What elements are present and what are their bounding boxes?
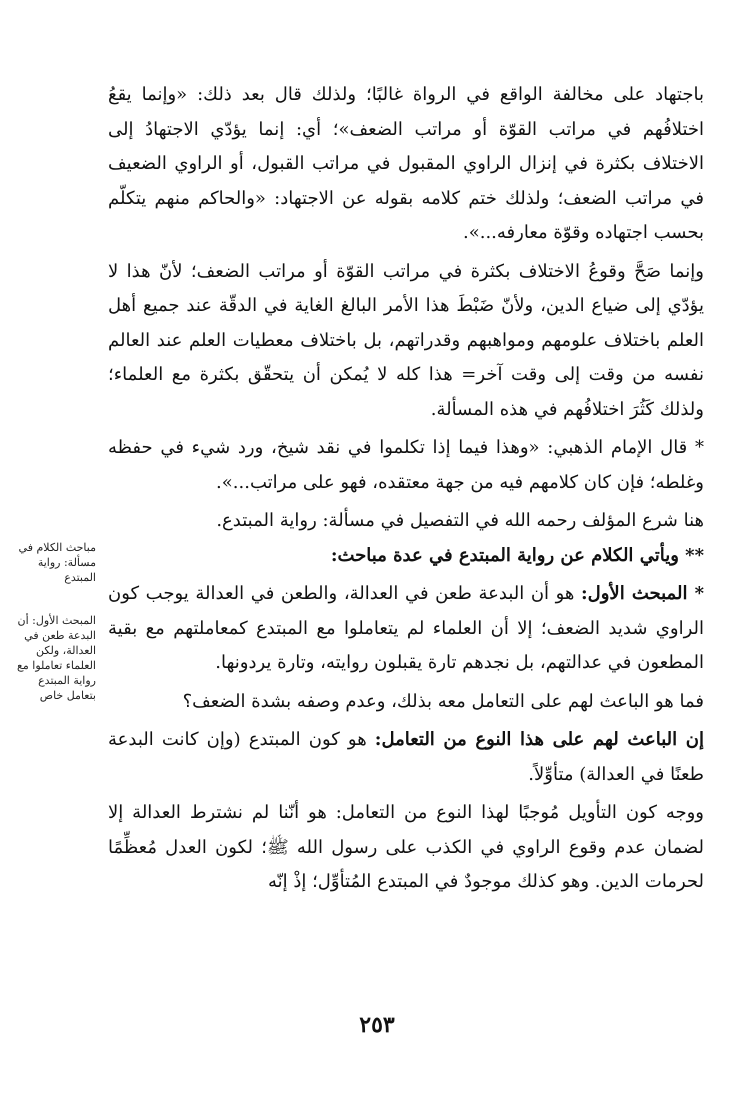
page-number: ٢٥٣: [359, 1012, 395, 1038]
paragraph-3-dhahabi-quote: * قال الإمام الذهبي: «وهذا فيما إذا تكلموا في نقد شيخ، ورد شيء في حفظه وغلطه؛ فإن كان كلامهم فيه من جهة معتقده، فهو على مراتب...».: [108, 437, 704, 493]
margin-notes: [10, 540, 96, 731]
paragraph-2: وإنما صَحَّ وقوعُ الاختلاف بكثرة في مراتب القوّة أو مراتب الضعف؛ لأنّ هذا لا يؤدّي إلى ضياع الدين، ولأنّ ضَبْطَ هذا الأمر البالغ الغاية في الدقّة عند جميع أهل العلم باختلاف علومهم ومواهبهم وقدراتهم، بل باختلاف معطيات العلم عند العالم نفسه من وقت إلى وقت آخر= هذا كله لا يُمكن أن يتحقّق بكثرة مع العلماء؛ ولذلك كَثُرَ اختلافُهم في هذه المسألة.: [108, 260, 704, 420]
paragraph-last: ووجه كون التأويل مُوجبًا لهذا النوع من التعامل: هو أنّنا لم نشترط العدالة إلا لضمان عدم وقوع الراوي في الكذب على رسول الله ﷺ؛ لكون العدل مُعظِّمًا لحرمات الدين. وهو كذلك موجودٌ في المبتدع المُتأوِّل؛ إذْ إنّه: [108, 802, 704, 892]
first-topic-label: * المبحث الأول:: [581, 583, 704, 604]
main-text-column: [108, 78, 704, 900]
paragraph-answer: [108, 723, 704, 792]
margin-note-2: المبحث الأول: أن البدعة طعن في العدالة، ولكن العلماء تعاملوا مع رواية المبتدع بتعامل خاص: [17, 614, 96, 702]
paragraph-1: باجتهاد على مخالفة الواقع في الرواة غالبًا؛ ولذلك قال بعد ذلك: «وإنما يقعُ اختلافُهم في مراتب القوّة أو مراتب الضعف»؛ أي: إنما يؤدّي الاجتهادُ إلى الاختلاف بكثرة في إنزال الراوي المقبول في مراتب القبول، أو الراوي الضعيف في مراتب الضعف؛ ولذلك ختم كلامه بقوله عن الاجتهاد: «والحاكم منهم يتكلّم بحسب اجتهاده وقوّة معارفه...».: [108, 84, 704, 243]
answer-text: هو كون المبتدع (وإن كانت البدعة طعنًا في العدالة) متأوِّلاً.: [108, 729, 704, 785]
answer-label: إن الباعث لهم على هذا النوع من التعامل:: [374, 729, 704, 750]
section-heading: ** ويأتي الكلام عن رواية المبتدع في عدة مباحث:: [330, 544, 704, 566]
paragraph-first-topic: [108, 577, 704, 681]
margin-note-1: مباحث الكلام في مسألة: رواية المبتدع: [18, 541, 96, 584]
paragraph-question: فما هو الباعث لهم على التعامل معه بذلك، وعدم وصفه بشدة الضعف؟: [182, 690, 704, 712]
first-topic-text: هو أن البدعة طعن في العدالة، والطعن في العدالة يوجب كون الراوي شديد الضعف؛ إلا أن العلماء لم يتعاملوا مع المبتدع كمعاملتهم مع بقية المطعون في عدالتهم، بل نجدهم تارة يقبلون روايته، وتارة يردونها.: [108, 583, 704, 673]
paragraph-4: هنا شرع المؤلف رحمه الله في التفصيل في مسألة: رواية المبتدع.: [216, 510, 704, 531]
